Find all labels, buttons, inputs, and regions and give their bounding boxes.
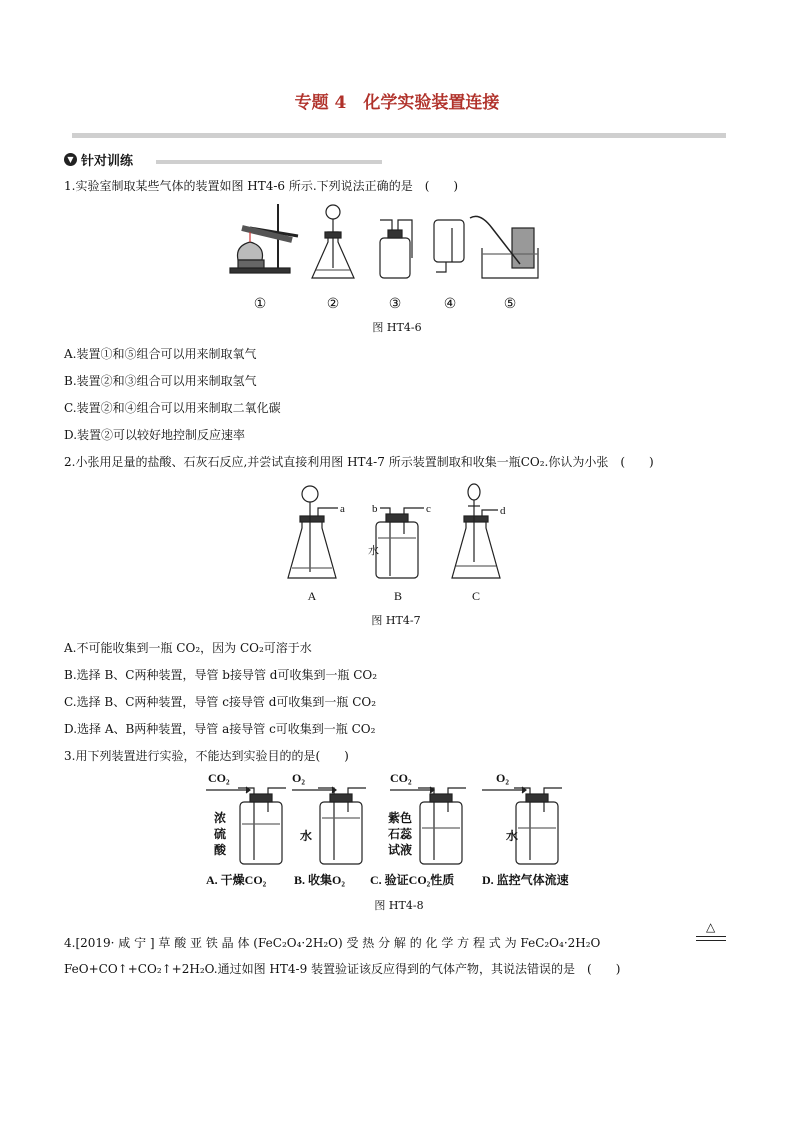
q2-option-a: A.不可能收集到一瓶 CO₂，因为 CO₂可溶于水 [64, 641, 312, 655]
q1-option-a: A.装置①和⑤组合可以用来制取氧气 [64, 347, 257, 361]
section-title: 针对训练 [81, 154, 134, 169]
q2-fig-c: C [471, 589, 481, 603]
q4-line1: 4.[2019· 咸 宁 ] 草 酸 亚 铁 晶 体 (FeC₂O₄·2H₂O) 受 热 分 解 的 化 学 方 程 式 为 FeC₂O₄·2H₂O [64, 936, 601, 950]
label-3: ③ [388, 297, 402, 312]
q3-label-a: A. 干燥CO₂ [206, 873, 267, 887]
q2-caption: 图 HT4-7 [371, 614, 421, 627]
gas-bottle [380, 238, 410, 278]
q2-label-water: 水 [368, 545, 379, 557]
q1-stem: 1.实验室制取某些气体的装置如图 HT4-6 所示.下列说法正确的是 ( ) [64, 179, 459, 193]
label-1: ① [253, 297, 267, 312]
label-4: ④ [443, 297, 457, 312]
q3-liquid-a2: 硫 [214, 827, 227, 841]
title-divider [72, 133, 726, 138]
q2-option-d: D.选择 A、B两种装置，导管 a接导管 c可收集到一瓶 CO₂ [64, 722, 376, 736]
q2-option-b: B.选择 B、C两种装置，导管 b接导管 d可收集到一瓶 CO₂ [64, 668, 378, 682]
q3-liquid-b: 水 [300, 829, 313, 843]
label-2: ② [326, 297, 340, 312]
q3-gas-a: CO₂ [208, 771, 230, 785]
q1-option-b: B.装置②和③组合可以用来制取氢气 [64, 374, 257, 388]
q3-label-b: B. 收集O₂ [294, 873, 345, 887]
q1-figure [220, 198, 580, 316]
section-heading [64, 150, 133, 169]
q3-liquid-c2: 石蕊 [388, 827, 413, 841]
q3-label-d: D. 监控气体流速 [482, 873, 569, 887]
inverted-bottle [434, 220, 464, 262]
q3-liquid-c1: 紫色 [388, 811, 413, 825]
q1-option-c: C.装置②和④组合可以用来制取二氧化碳 [64, 401, 281, 415]
q1-caption: 图 HT4-6 [372, 321, 422, 334]
q3-stem: 3.用下列装置进行实验，不能达到实验目的的是( ) [64, 749, 349, 763]
q2-stem: 2.小张用足量的盐酸、石灰石反应,并尝试直接利用图 HT4-7 所示装置制取和收集一瓶CO₂.你认为小张 ( ) [64, 455, 654, 469]
q2-option-c: C.选择 B、C两种装置，导管 c接导管 d可收集到一瓶 CO₂ [64, 695, 377, 709]
q2-fig-b: B [393, 589, 403, 603]
stand-base [230, 268, 290, 273]
q2-figure [280, 478, 520, 606]
q2-label-b: b [372, 503, 378, 515]
q3-liquid-a1: 浓 [214, 811, 227, 825]
q3-gas-d: O₂ [496, 771, 509, 785]
label-5: ⑤ [503, 297, 517, 312]
alcohol-lamp [238, 242, 263, 260]
q2-fig-a: A [307, 589, 317, 603]
q2-label-c: c [426, 503, 431, 515]
q3-liquid-d: 水 [506, 829, 519, 843]
q4-delta: △ [706, 920, 716, 934]
q4-line2: FeO+CO↑+CO₂↑+2H₂O.通过如图 HT4-9 装置验证该反应得到的气体产物，其说法错误的是 ( ) [64, 962, 621, 976]
section-divider [156, 160, 382, 164]
q3-figure [200, 768, 600, 892]
q3-liquid-a3: 酸 [214, 843, 227, 857]
q3-gas-c: CO₂ [390, 771, 412, 785]
q3-caption: 图 HT4-8 [374, 899, 424, 912]
q3-label-c: C. 验证CO₂性质 [370, 873, 455, 887]
q1-option-d: D.装置②可以较好地控制反应速率 [64, 428, 246, 442]
q2-label-a: a [340, 503, 345, 515]
q3-liquid-c3: 试液 [388, 843, 413, 857]
q3-gas-b: O₂ [292, 771, 305, 785]
q4-equals [696, 936, 726, 941]
page-title: 专题 4 化学实验装置连接 [294, 93, 500, 113]
triangle-down-icon: ▼ [64, 153, 77, 166]
q2-label-d: d [500, 505, 506, 517]
